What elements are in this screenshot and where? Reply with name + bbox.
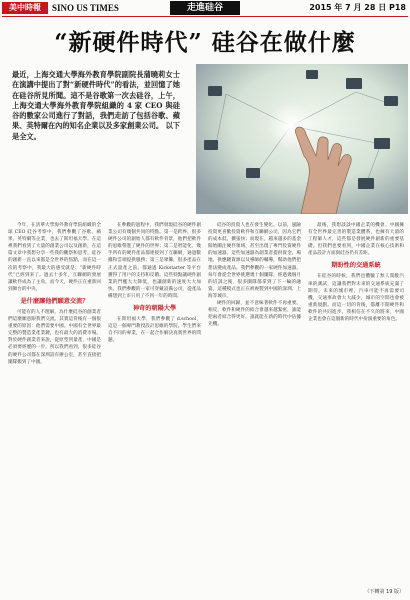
body-paragraph: 最後，我想談談中國企業的機會。中國擁有全世界最完善的製造業體系，也擁有大量的工程師人才，這些都是發展硬件創新的重要基礎。但我們也要看到，中國企業在核心技術和產品設計方面與硅谷仍有差距。 <box>308 223 404 257</box>
body-paragraph: 在斯坦福大學，我們參觀了 d.school，這是一個專門教授設計思維的學院。學生們來自不同的專業，在一起合作解決真實世界的問題。 <box>108 317 201 344</box>
subheading: 期盼性的交通系統 <box>331 262 381 270</box>
subheading: 是什麼讓他們願意交流？ <box>20 297 89 305</box>
body-paragraph: 硅谷的投資人也在發生變化。以前，風險投資更喜歡投資軟件和互聯網公司，因為它們的成本低、擴張快；而現在，越來越多的基金開始關注硬件領域，甚至出現了專門投資硬件的加速器。這些加速器為創業者提供資金、場地、供應鏈資源以及導師的輔導，幫助他們把想法變成產品。我們參觀的一家硬件加速器，每年會從全世界挑選幾十個團隊，經過幾個月的培訓之後，很多團隊都拿到了下一輪的融資。這種模式也正在被複製到中國的深圳、上海等城市。 <box>208 223 301 299</box>
section-label: 走進硅谷 <box>170 1 240 15</box>
lead-paragraph: 最近，上海交通大學海外教育學院副院長蒲曉莉女士在演講中提出了對“新硬件時代”的看法，並回憶了她在硅谷所見所聞。這不是谷歌第一次去硅谷，上午，上海交通大學海外教育學院組織的 4 家 CEO 與硅谷的數家公司進行了對話，我們走訪了包括谷歌、蘋果、英特爾在內的知名企業以及多家創業公司。 以下是全文。 <box>12 70 180 141</box>
body-column-1 <box>8 222 101 594</box>
headline: “新硬件時代” 硅谷在做什麼 <box>54 29 356 56</box>
continued-note: （下轉第 19 版） <box>364 589 404 595</box>
brand-logo: 美中時報 <box>2 2 48 14</box>
body-column-2 <box>108 222 201 594</box>
page-header <box>0 0 410 16</box>
body-paragraph: 在參觀的過程中，我們發現硅谷的硬件創業公司有幾個共同的特點。第一是跨界，很多硬件公司的創始人都有軟件背景，他們把軟件的思維帶進了硬件的世界；第二是智能化，幾乎所有的硬件產品都連接到了互聯網，通過數據和雲端提供服務；第三是眾籌，很多產品在正式量產之前，都通過 Kickstarter 等平台獲得了用戶的支持和反饋。這些特點讓硬件創業的門檻大大降低，也讓創新的速度大大加快。我們參觀的一家可穿戴設備公司，從產品構想到上市只用了不到一年的時間。 <box>108 223 201 299</box>
body-paragraph: 今年，在清華大學海外教育學院組織的全球 CEO 硅谷考察中，我們參觀了谷歌、蘋果、英特爾等企業，也去了斯坦福大學。在這裡我們看到了大量的創業公司以及創新，在這篇文章中我想分享一些我的觀察和思考。硅谷的創新一直以來都是全世界的焦點，而在這一次的考察中，我最大的感受就是：“新硬件時代”已經到來了。過去十多年，互聯網的發展讓軟件成為了主角，而今天，硬件正在重新回到舞台的中央。 <box>8 223 101 292</box>
body-column-4 <box>308 222 404 594</box>
dateline: 2015 年 7 月 28 日 P18 <box>309 3 406 12</box>
brand-english-name: SINO US TIMES <box>52 3 119 13</box>
header-rule <box>2 16 408 17</box>
body-paragraph: 可能有的人不理解，為什麼硅谷的創業者們這麼願意跟我們交流。其實這背後有一個很重要的原因：他們需要中國。中國有全世界最完整的製造業產業鏈，也有最大的消費市場。對於硬件創業者來說，從原型到量產，中國是必須要經歷的一步。所以我們看到，很多硅谷的硬件公司都在深圳設有辦公室，甚至直接把團隊搬到了中國。 <box>8 309 101 365</box>
hero-photo <box>196 64 408 214</box>
body-paragraph: 硬件的回歸，並不意味著軟件不再重要。相反，軟件和硬件的結合會越來越緊密，誰能把兩者結合得更好，誰就能在新的時代中佔據先機。 <box>208 301 301 328</box>
hand-touching-network-icon <box>196 64 408 214</box>
subheading: 神奇的朝陽大學 <box>132 305 177 313</box>
body-paragraph: 在硅谷的時候，我們也體驗了無人駕駛汽車的測試，這讓我們對未來的交通系統充滿了期待。未來的城市裡，汽車可能不再需要司機，交通事故會大大減少，城市的空間也會被重新規劃。而這一切的背後，都離不開硬件和軟件的共同進步。我相信在不久的將來，中國企業也會在這個新的時代中扮演重要的角色。 <box>308 274 404 323</box>
body-column-3 <box>208 222 301 594</box>
